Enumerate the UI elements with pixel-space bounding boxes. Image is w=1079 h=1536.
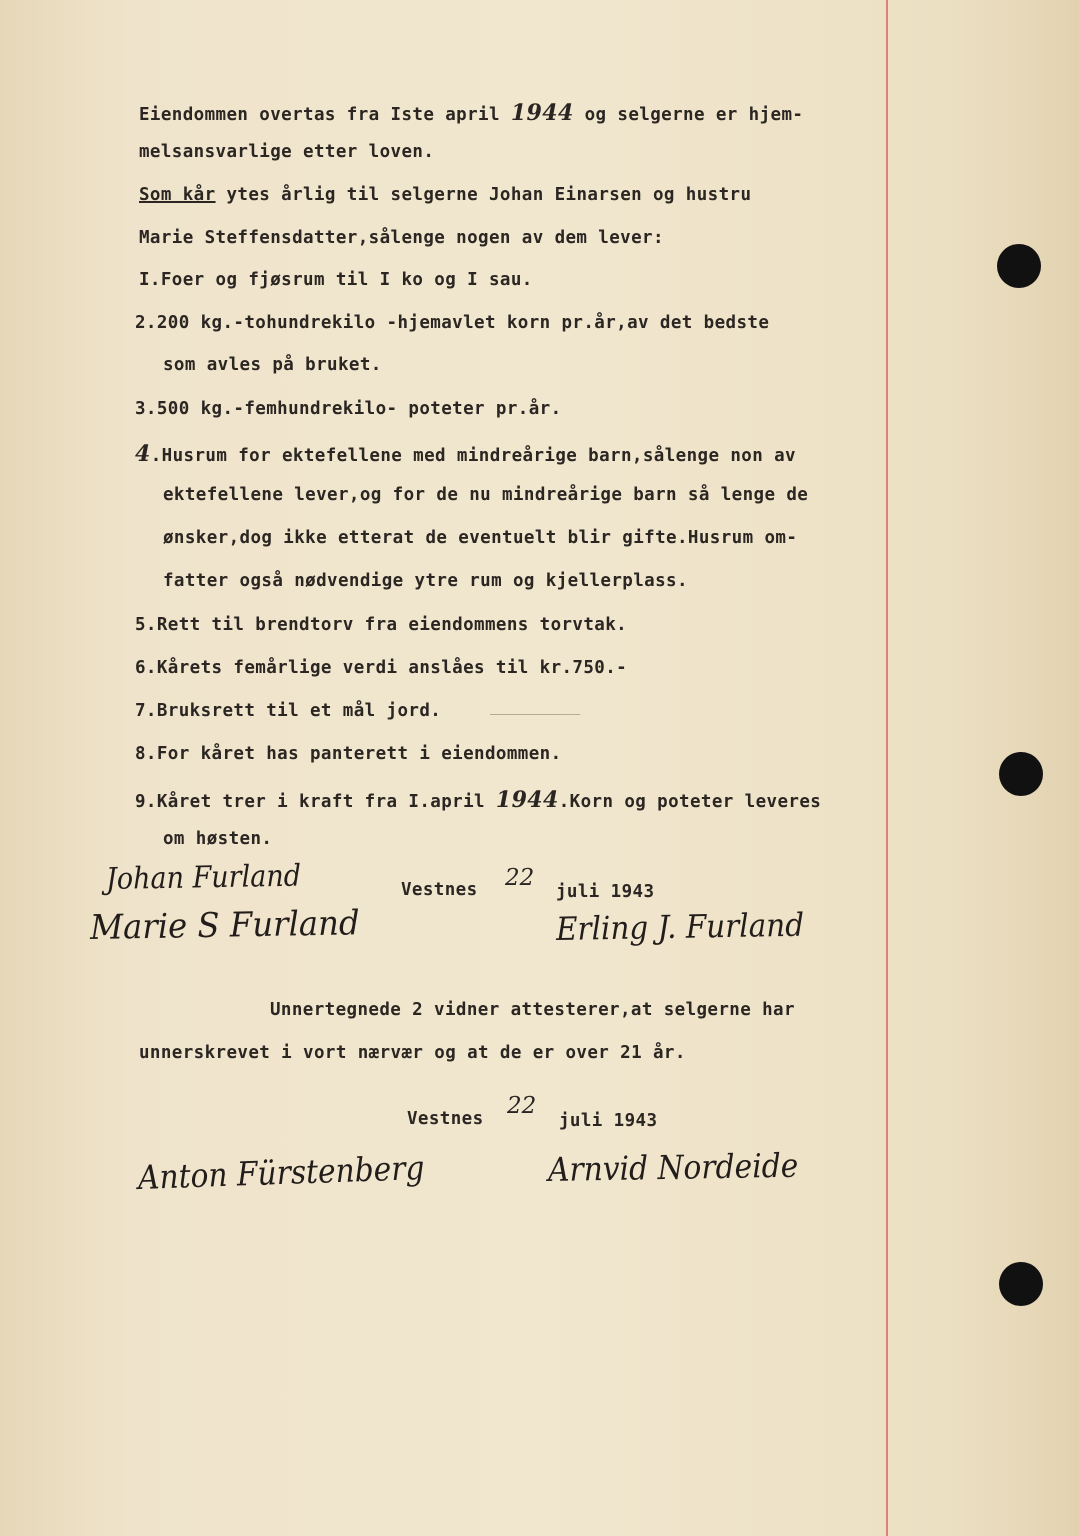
dating-1-day: 22 bbox=[505, 865, 535, 891]
dating-1-month-year: juli 1943 bbox=[556, 882, 655, 902]
witness-line-2: unnerskrevet i vort nærvær og at de er over 21 år. bbox=[139, 1043, 686, 1063]
dating-2-month-year: juli 1943 bbox=[559, 1111, 658, 1131]
handwritten-year-item-9: 1944 bbox=[495, 787, 559, 813]
item-9-line-1 bbox=[135, 787, 821, 813]
item-4-line-3: ønsker,dog ikke etterat de eventuelt blir gifte.Husrum om- bbox=[163, 528, 798, 548]
dating-2-day: 22 bbox=[507, 1093, 537, 1119]
item-2-line-2: som avles på bruket. bbox=[163, 355, 382, 375]
signature-seller-1: Johan Furland bbox=[105, 858, 302, 897]
item-9-line-2: om høsten. bbox=[163, 829, 273, 849]
item-4-number: 4 bbox=[135, 441, 151, 467]
red-margin-line bbox=[886, 0, 888, 1536]
dating-2-place: Vestnes bbox=[407, 1109, 484, 1129]
item-5: 5.Rett til brendtorv fra eiendommens torvtak. bbox=[135, 615, 628, 635]
opening-line-1 bbox=[139, 100, 803, 126]
item-4-line-1 bbox=[135, 441, 796, 467]
kaar-intro-line-1 bbox=[139, 185, 751, 205]
item-4-line-2: ektefellene lever,og for de nu mindreårige barn så lenge de bbox=[163, 485, 809, 505]
handwritten-year: 1944 bbox=[510, 100, 574, 126]
item-3: 3.500 kg.-femhundrekilo- poteter pr.år. bbox=[135, 399, 562, 419]
item-4-line-4: fatter også nødvendige ytre rum og kjellerplass. bbox=[163, 571, 688, 591]
dating-1-place: Vestnes bbox=[401, 880, 478, 900]
witness-line-1: Unnertegnede 2 vidner attesterer,at selgerne har bbox=[270, 1000, 795, 1020]
punch-hole-bottom bbox=[999, 1262, 1043, 1306]
signature-witness-2: Arnvid Nordeide bbox=[547, 1145, 799, 1189]
opening-line-1-end: og selgerne er hjem- bbox=[573, 105, 804, 125]
item-7: 7.Bruksrett til et mål jord. bbox=[135, 701, 442, 721]
signature-seller-2: Marie S Furland bbox=[89, 903, 360, 948]
punch-hole-middle bbox=[999, 752, 1043, 796]
item-4-line-1-text: .Husrum for ektefellene med mindreårige barn,sålenge non av bbox=[150, 446, 796, 466]
item-2-line-1: 2.200 kg.-tohundrekilo -hjemavlet korn pr.år,av det bedste bbox=[135, 313, 770, 333]
opening-line-2: melsansvarlige etter loven. bbox=[139, 142, 435, 162]
item-1: I.Foer og fjøsrum til I ko og I sau. bbox=[139, 270, 533, 290]
signature-seller-3: Erling J. Furland bbox=[555, 905, 805, 948]
opening-line-1-start: Eiendommen overtas fra Iste april bbox=[139, 105, 511, 125]
faint-dash-line bbox=[490, 714, 580, 715]
item-9-end: .Korn og poteter leveres bbox=[558, 792, 822, 812]
item-8: 8.For kåret has panterett i eiendommen. bbox=[135, 744, 562, 764]
kaar-intro-line-2: Marie Steffensdatter,sålenge nogen av dem lever: bbox=[139, 228, 664, 248]
kaar-intro-rest: ytes årlig til selgerne Johan Einarsen og hustru bbox=[215, 185, 752, 205]
kaar-label: Som kår bbox=[139, 185, 216, 205]
item-6: 6.Kårets femårlige verdi anslåes til kr.750.- bbox=[135, 658, 628, 678]
punch-hole-top bbox=[997, 244, 1041, 288]
signature-witness-1: Anton Fürstenberg bbox=[137, 1148, 426, 1197]
item-9-start: 9.Kåret trer i kraft fra I.april bbox=[135, 792, 496, 812]
